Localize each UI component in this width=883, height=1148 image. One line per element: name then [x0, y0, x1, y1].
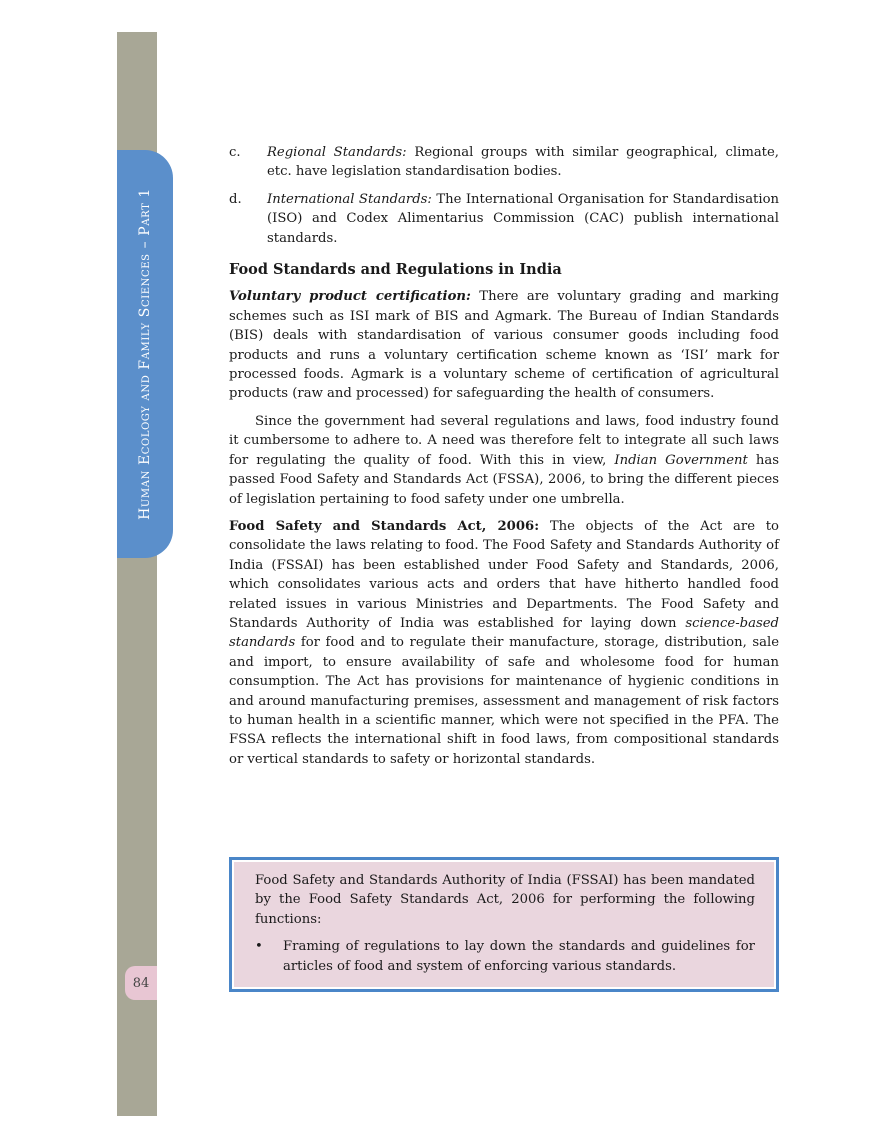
paragraph-text: The objects of the Act are to consolidate the laws relating to food. The Food Safety and Standards Authority of India (FSSAI) has been established under Food Safety and Standards, 2006, which consolidates various acts and orders that have hitherto handled food related issues in various Ministries and Departments. The Food Safety and Standards Authority of India was established for laying down	[229, 518, 779, 631]
main-content	[229, 143, 779, 777]
paragraph-italic: science-based standards	[229, 615, 779, 651]
bullet-marker: •	[255, 939, 263, 955]
paragraph-text: for food and to regulate their manufacture, storage, distribution, sale and import, to ensure availability of safe and wholesome food for human consumption. The Act has provisions for maintenance of hygienic conditions in and around manufacturing premises, assessment and management of risk factors to human health in a scientific manner, which were not specified in the PFA. The FSSA reflects the international shift in food laws, from compositional standards or vertical standards to safety or horizontal standards.	[229, 635, 779, 767]
list-term: International Standards:	[267, 191, 432, 207]
list-marker: c.	[229, 145, 241, 160]
list-text: The International Organisation for Standardisation (ISO) and Codex Alimentarius Commission (CAC) publish international standards.	[267, 191, 780, 246]
list-marker: d.	[229, 191, 242, 207]
paragraph-voluntary-certification	[229, 287, 779, 403]
paragraph-lead: Food Safety and Standards Act, 2006:	[229, 518, 540, 534]
section-heading: Food Standards and Regulations in India	[229, 261, 562, 279]
paragraph-text: Since the government had several regulations and laws, food industry found it cumbersome to adhere to. A need was therefore felt to integrate all such laws for regulating the quality of food. With this in view,	[229, 413, 779, 468]
list-body	[267, 143, 779, 182]
paragraph-text: There are voluntary grading and marking schemes such as ISI mark of BIS and Agmark. The Bureau of Indian Standards (BIS) deals with standardisation of various consumer goods including food products and runs a voluntary certification scheme known as ‘ISI’ mark for processed foods. Agmark is a voluntary scheme of certification of agricultural products (raw and processed) for safeguarding the health of consumers.	[229, 289, 780, 402]
page-number: 84	[125, 966, 157, 1000]
bullet-text: Framing of regulations to lay down the standards and guidelines for articles of food and system of enforcing various standards.	[283, 939, 755, 974]
paragraph-fssa	[229, 517, 779, 769]
list-item	[229, 190, 779, 248]
list-item	[229, 143, 779, 182]
chapter-tab-label-wrap	[117, 150, 173, 558]
paragraph-government	[229, 412, 779, 509]
paragraph-text: has passed Food Safety and Standards Act (FSSA), 2006, to bring the different pieces of legislation pertaining to food safety under one umbrella.	[229, 452, 779, 507]
info-box-bullet	[255, 937, 755, 976]
paragraph-lead: Voluntary product certification:	[229, 289, 471, 305]
list-text: Regional groups with similar geographical, climate, etc. have legislation standardisation bodies.	[267, 145, 779, 180]
info-box-intro: Food Safety and Standards Authority of India (FSSAI) has been mandated by the Food Safety Standards Act, 2006 for performing the following functions:	[255, 873, 755, 927]
info-box-content	[255, 871, 755, 976]
list-body	[267, 190, 779, 248]
list-term: Regional Standards:	[267, 145, 407, 160]
book-title: Human Ecology and Family Sciences – Part 1	[137, 188, 154, 520]
paragraph-italic: Indian Government	[614, 452, 748, 468]
